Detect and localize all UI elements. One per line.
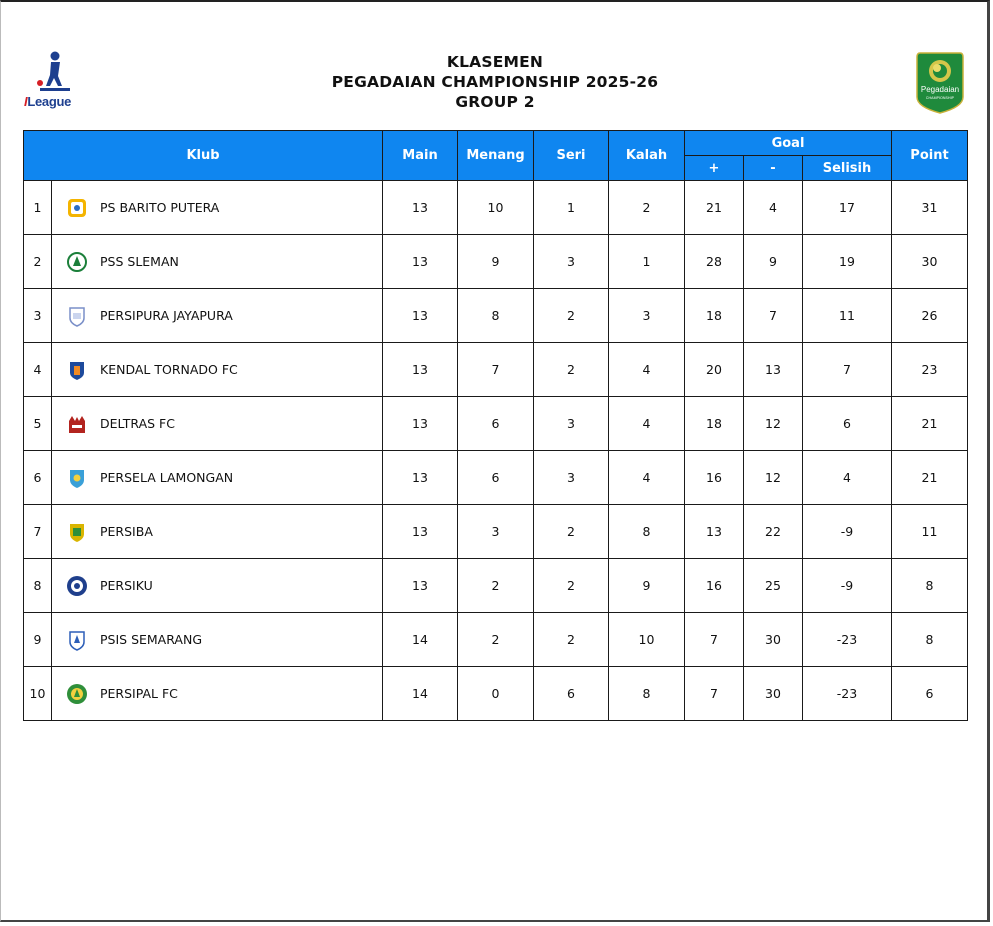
cell-lost: 10	[609, 613, 685, 667]
club-badge-icon	[66, 359, 88, 381]
cell-points: 30	[892, 235, 968, 289]
cell-won: 6	[458, 397, 534, 451]
cell-lost: 8	[609, 667, 685, 721]
club-badge-icon	[66, 629, 88, 651]
cell-goals-against: 25	[744, 559, 803, 613]
cell-goals-for: 18	[685, 289, 744, 343]
cell-position: 2	[24, 235, 52, 289]
club-name: PERSIKU	[100, 578, 153, 593]
club-name: PERSELA LAMONGAN	[100, 470, 234, 485]
cell-played: 13	[383, 181, 458, 235]
cell-position: 10	[24, 667, 52, 721]
cell-lost: 4	[609, 343, 685, 397]
cell-played: 14	[383, 667, 458, 721]
cell-drawn: 2	[534, 289, 609, 343]
cell-drawn: 3	[534, 397, 609, 451]
cell-goal-diff: 11	[803, 289, 892, 343]
table-row	[24, 181, 968, 235]
header-goals-for: +	[685, 156, 744, 181]
club-name: PS BARITO PUTERA	[100, 200, 220, 215]
club-name: PERSIPAL FC	[100, 686, 178, 701]
championship-logo	[916, 51, 964, 114]
cell-club	[52, 667, 383, 721]
cell-club	[52, 559, 383, 613]
league-logo-text: ILeague	[24, 94, 72, 109]
header-group: GROUP 2	[455, 93, 535, 111]
cell-club	[52, 181, 383, 235]
club-badge-icon	[66, 413, 88, 435]
cell-goals-against: 12	[744, 397, 803, 451]
cell-goal-diff: 4	[803, 451, 892, 505]
cell-lost: 4	[609, 397, 685, 451]
cell-drawn: 2	[534, 559, 609, 613]
club-badge-icon	[66, 197, 88, 219]
club-name: PSS SLEMAN	[100, 254, 179, 269]
cell-won: 8	[458, 289, 534, 343]
table-row	[24, 289, 968, 343]
header-goals-against: -	[744, 156, 803, 181]
cell-position: 8	[24, 559, 52, 613]
cell-drawn: 2	[534, 505, 609, 559]
cell-club	[52, 289, 383, 343]
cell-drawn: 6	[534, 667, 609, 721]
table-row	[24, 235, 968, 289]
cell-position: 5	[24, 397, 52, 451]
header-played: Main	[383, 131, 458, 181]
cell-won: 2	[458, 613, 534, 667]
cell-points: 31	[892, 181, 968, 235]
cell-club	[52, 397, 383, 451]
cell-goals-for: 7	[685, 667, 744, 721]
club-badge-icon	[66, 575, 88, 597]
table-row	[24, 613, 968, 667]
cell-goals-against: 13	[744, 343, 803, 397]
cell-goals-against: 22	[744, 505, 803, 559]
cell-club	[52, 613, 383, 667]
cell-goal-diff: 7	[803, 343, 892, 397]
cell-position: 6	[24, 451, 52, 505]
cell-points: 6	[892, 667, 968, 721]
cell-played: 13	[383, 505, 458, 559]
cell-goals-against: 30	[744, 613, 803, 667]
cell-goal-diff: -23	[803, 613, 892, 667]
cell-goal-diff: -23	[803, 667, 892, 721]
cell-goal-diff: 19	[803, 235, 892, 289]
table-row	[24, 505, 968, 559]
header-competition: PEGADAIAN CHAMPIONSHIP 2025-26	[331, 73, 659, 91]
cell-club	[52, 451, 383, 505]
header-lost: Kalah	[609, 131, 685, 181]
cell-lost: 2	[609, 181, 685, 235]
cell-points: 23	[892, 343, 968, 397]
club-name: PERSIPURA JAYAPURA	[100, 308, 233, 323]
cell-won: 3	[458, 505, 534, 559]
club-badge-icon	[66, 521, 88, 543]
cell-club	[52, 235, 383, 289]
cell-played: 13	[383, 451, 458, 505]
cell-goals-against: 9	[744, 235, 803, 289]
cell-goals-for: 18	[685, 397, 744, 451]
cell-goals-against: 7	[744, 289, 803, 343]
cell-goals-against: 4	[744, 181, 803, 235]
cell-points: 8	[892, 559, 968, 613]
cell-goals-for: 7	[685, 613, 744, 667]
cell-won: 10	[458, 181, 534, 235]
cell-goals-for: 21	[685, 181, 744, 235]
cell-played: 13	[383, 559, 458, 613]
cell-drawn: 2	[534, 613, 609, 667]
club-badge-icon	[66, 251, 88, 273]
cell-won: 2	[458, 559, 534, 613]
cell-goals-for: 16	[685, 451, 744, 505]
cell-goals-for: 20	[685, 343, 744, 397]
cell-lost: 1	[609, 235, 685, 289]
club-name: KENDAL TORNADO FC	[100, 362, 238, 377]
table-row	[24, 343, 968, 397]
cell-goals-against: 12	[744, 451, 803, 505]
cell-won: 7	[458, 343, 534, 397]
table-row	[24, 559, 968, 613]
header-goal-diff: Selisih	[803, 156, 892, 181]
cell-position: 7	[24, 505, 52, 559]
championship-logo-text: Pegadaian	[920, 85, 960, 94]
cell-goals-for: 28	[685, 235, 744, 289]
club-badge-icon	[66, 467, 88, 489]
header-drawn: Seri	[534, 131, 609, 181]
cell-played: 13	[383, 397, 458, 451]
cell-lost: 9	[609, 559, 685, 613]
standings-table	[23, 130, 968, 721]
cell-goals-for: 13	[685, 505, 744, 559]
cell-position: 4	[24, 343, 52, 397]
header-points: Point	[892, 131, 968, 181]
cell-won: 0	[458, 667, 534, 721]
cell-lost: 3	[609, 289, 685, 343]
page-header	[0, 52, 990, 112]
cell-played: 14	[383, 613, 458, 667]
cell-club	[52, 343, 383, 397]
cell-goal-diff: -9	[803, 505, 892, 559]
header-club: Klub	[24, 131, 383, 181]
header-title: KLASEMEN	[446, 53, 544, 71]
cell-points: 21	[892, 397, 968, 451]
cell-drawn: 3	[534, 451, 609, 505]
cell-position: 1	[24, 181, 52, 235]
club-name: PSIS SEMARANG	[100, 632, 203, 647]
cell-won: 6	[458, 451, 534, 505]
cell-goals-for: 16	[685, 559, 744, 613]
table-row	[24, 451, 968, 505]
cell-points: 21	[892, 451, 968, 505]
cell-drawn: 1	[534, 181, 609, 235]
cell-points: 26	[892, 289, 968, 343]
table-row	[24, 397, 968, 451]
cell-played: 13	[383, 343, 458, 397]
header-goal: Goal	[685, 131, 892, 156]
cell-played: 13	[383, 235, 458, 289]
pegadaian-championship-logo-icon	[916, 51, 964, 114]
championship-logo-subtext: CHAMPIONSHIP	[925, 96, 955, 100]
cell-drawn: 3	[534, 235, 609, 289]
cell-club	[52, 505, 383, 559]
cell-goals-against: 30	[744, 667, 803, 721]
club-badge-icon	[66, 683, 88, 705]
cell-lost: 8	[609, 505, 685, 559]
table-header	[24, 131, 968, 181]
cell-played: 13	[383, 289, 458, 343]
club-name: DELTRAS FC	[100, 416, 175, 431]
cell-goal-diff: 17	[803, 181, 892, 235]
cell-goal-diff: -9	[803, 559, 892, 613]
cell-won: 9	[458, 235, 534, 289]
cell-points: 8	[892, 613, 968, 667]
club-name: PERSIBA	[100, 524, 153, 539]
table-row	[24, 667, 968, 721]
cell-goal-diff: 6	[803, 397, 892, 451]
table-body	[24, 181, 968, 721]
cell-drawn: 2	[534, 343, 609, 397]
cell-points: 11	[892, 505, 968, 559]
cell-position: 3	[24, 289, 52, 343]
cell-lost: 4	[609, 451, 685, 505]
cell-position: 9	[24, 613, 52, 667]
header-won: Menang	[458, 131, 534, 181]
club-badge-icon	[66, 305, 88, 327]
